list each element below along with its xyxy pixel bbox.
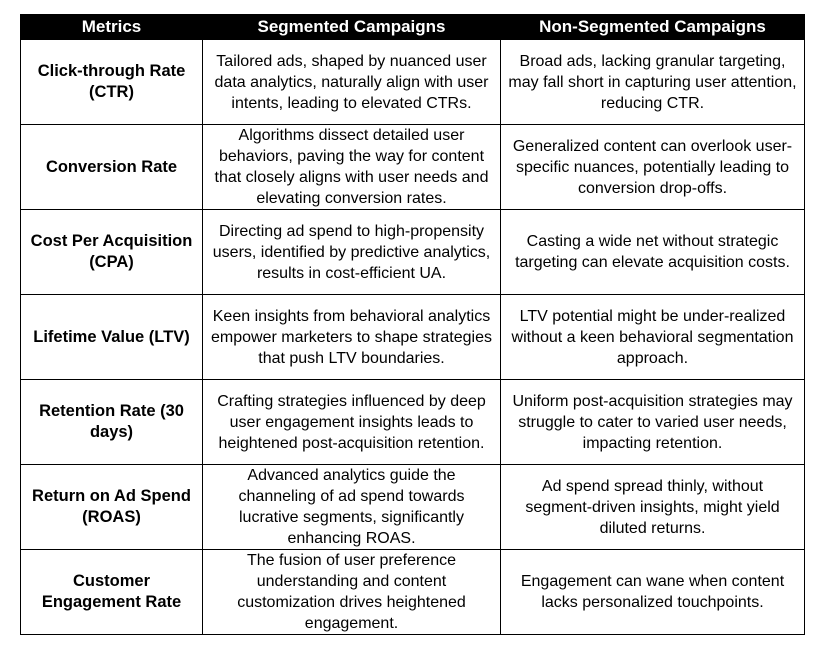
non-segmented-cell: Ad spend spread thinly, without segment-driven insights, might yield diluted returns. — [501, 465, 805, 550]
comparison-table — [20, 14, 805, 635]
metric-cell: Conversion Rate — [21, 125, 203, 210]
segmented-cell: Advanced analytics guide the channeling of ad spend towards lucrative segments, significantly enhancing ROAS. — [203, 465, 501, 550]
non-segmented-cell: LTV potential might be under-realized without a keen behavioral segmentation approach. — [501, 295, 805, 380]
metric-cell: Return on Ad Spend (ROAS) — [21, 465, 203, 550]
segmented-cell: Keen insights from behavioral analytics empower marketers to shape strategies that push LTV boundaries. — [203, 295, 501, 380]
table-body — [21, 40, 805, 635]
table-row — [21, 465, 805, 550]
table-row — [21, 380, 805, 465]
table-row — [21, 550, 805, 635]
table-row — [21, 40, 805, 125]
non-segmented-cell: Generalized content can overlook user-specific nuances, potentially leading to conversion drop-offs. — [501, 125, 805, 210]
non-segmented-cell: Casting a wide net without strategic targeting can elevate acquisition costs. — [501, 210, 805, 295]
segmented-cell: Algorithms dissect detailed user behaviors, paving the way for content that closely aligns with user needs and elevating conversion rates. — [203, 125, 501, 210]
table-header — [21, 15, 805, 40]
table-row — [21, 210, 805, 295]
table-row — [21, 295, 805, 380]
header-metrics: Metrics — [21, 15, 203, 40]
segmented-cell: The fusion of user preference understanding and content customization drives heightened engagement. — [203, 550, 501, 635]
non-segmented-cell: Broad ads, lacking granular targeting, may fall short in capturing user attention, reducing CTR. — [501, 40, 805, 125]
segmented-cell: Crafting strategies influenced by deep user engagement insights leads to heightened post-acquisition retention. — [203, 380, 501, 465]
metric-cell: Lifetime Value (LTV) — [21, 295, 203, 380]
header-non-segmented: Non-Segmented Campaigns — [501, 15, 805, 40]
metric-cell: Cost Per Acquisition (CPA) — [21, 210, 203, 295]
metric-cell: Customer Engagement Rate — [21, 550, 203, 635]
table-row — [21, 125, 805, 210]
non-segmented-cell: Engagement can wane when content lacks personalized touchpoints. — [501, 550, 805, 635]
metric-cell: Retention Rate (30 days) — [21, 380, 203, 465]
segmented-cell: Directing ad spend to high-propensity users, identified by predictive analytics, results in cost-efficient UA. — [203, 210, 501, 295]
metric-cell: Click-through Rate (CTR) — [21, 40, 203, 125]
segmented-cell: Tailored ads, shaped by nuanced user data analytics, naturally align with user intents, leading to elevated CTRs. — [203, 40, 501, 125]
header-row — [21, 15, 805, 40]
non-segmented-cell: Uniform post-acquisition strategies may struggle to cater to varied user needs, impacting retention. — [501, 380, 805, 465]
header-segmented: Segmented Campaigns — [203, 15, 501, 40]
